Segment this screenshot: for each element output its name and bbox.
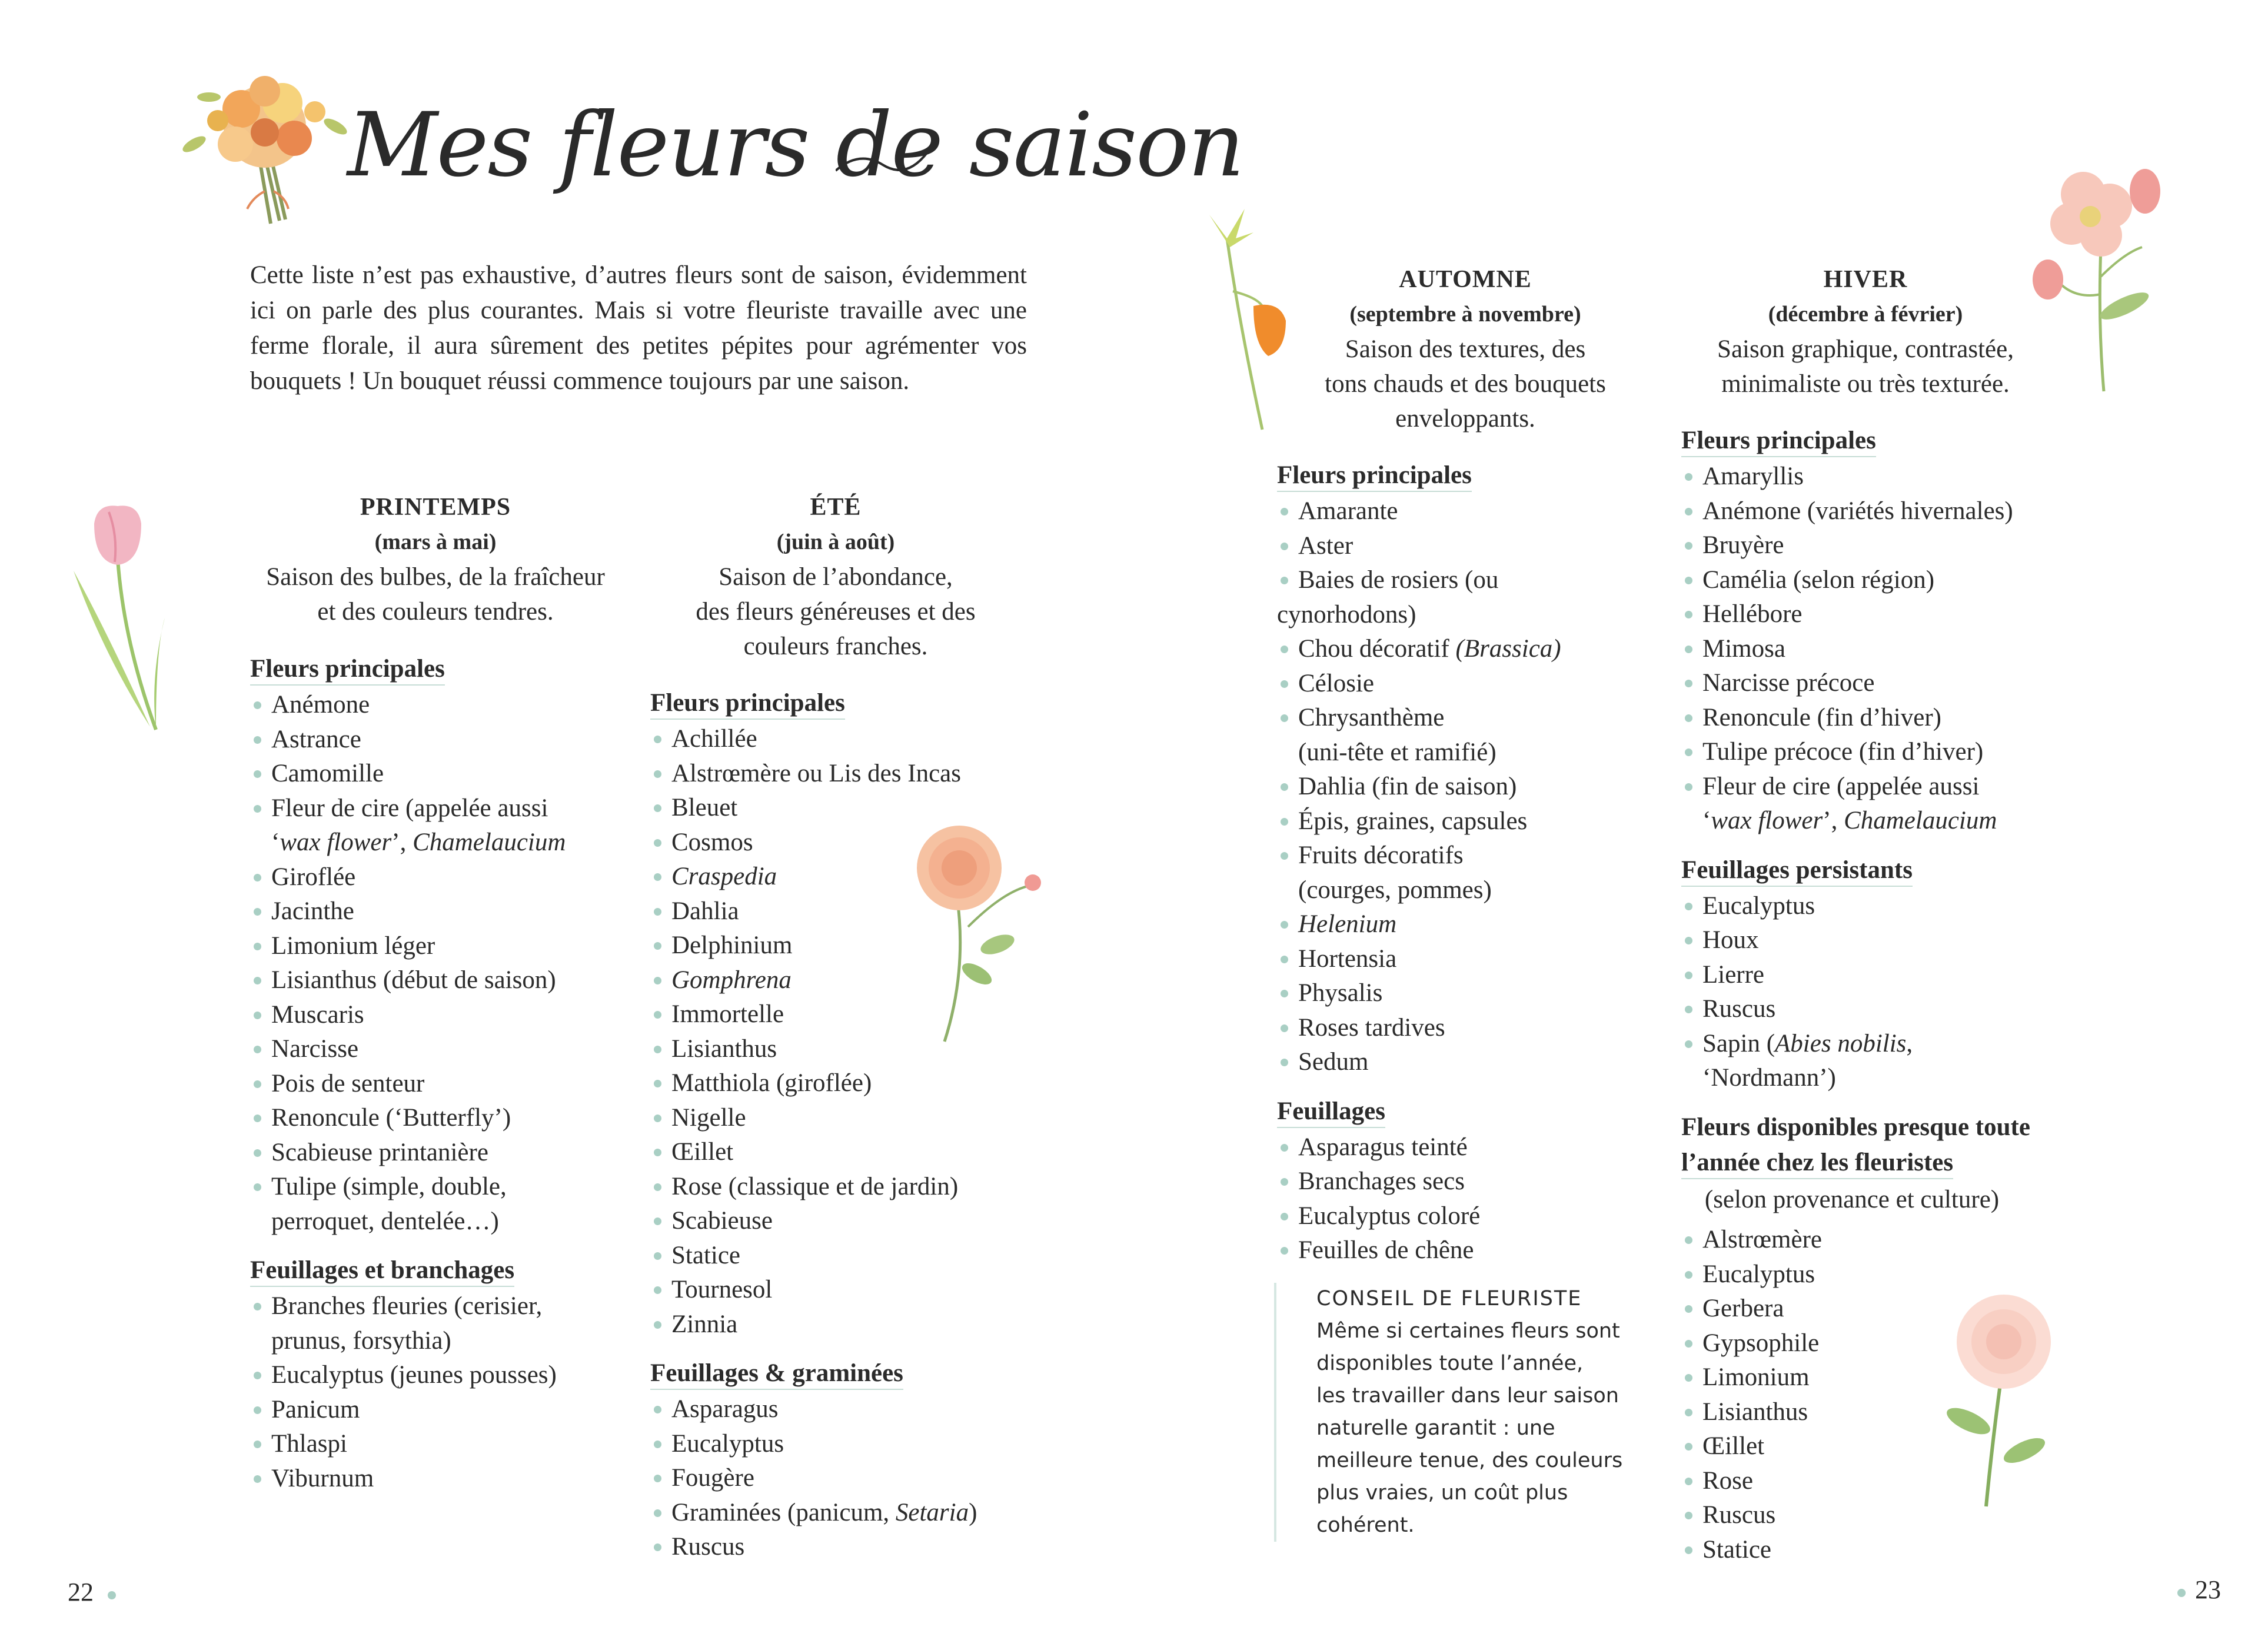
list-item: Pois de senteur [250,1067,633,1102]
section-heading: Fleurs principales [1277,460,1472,492]
list-item: Branches fleuries (cerisier, [250,1289,633,1324]
list-item: Narcisse [250,1032,633,1067]
list-item: Asparagus [650,1392,1033,1427]
list-item: Célosie [1277,667,1660,701]
page-title: Mes fleurs de saison [347,94,1243,197]
season-description: couleurs franches. [743,633,928,660]
list-item: Rose (classique et de jardin) [650,1170,1033,1205]
column-automne [1277,458,1660,1268]
season-header-printemps [250,490,621,629]
list-item: Ruscus [1681,992,2070,1027]
list-item: Alstrœmère [1681,1223,2070,1258]
tip-line: Même si certaines fleurs sont [1316,1319,1620,1343]
list-item: Statice [1681,1533,2070,1568]
list-item: Fougère [650,1461,1033,1496]
section-heading: Feuillages [1277,1096,1385,1128]
list-item: Baies de rosiers (ou [1277,563,1660,598]
section-heading: Fleurs principales [650,688,845,720]
list-item: Feuilles de chêne [1277,1233,1660,1268]
foliage-list [1277,1130,1660,1268]
list-item: Chrysanthème [1277,701,1660,736]
season-header-ete [653,490,1018,664]
list-item: Cosmos [650,826,1033,860]
list-item: Matthiola (giroflée) [650,1066,1033,1101]
list-item: Ruscus [650,1530,1033,1565]
list-item: Thlaspi [250,1427,633,1462]
list-item: Roses tardives [1277,1011,1660,1046]
list-item: Asparagus teinté [1277,1130,1660,1165]
list-item: Gomphrena [650,963,1033,998]
flower-list [1681,460,2070,839]
all-year-list [1681,1223,2070,1567]
page-dot-left [108,1591,116,1599]
list-item: Delphinium [650,929,1033,963]
column-hiver [1681,424,2070,1567]
list-item: Sedum [1277,1045,1660,1080]
tip-line: cohérent. [1316,1513,1415,1537]
list-item: Panicum [250,1393,633,1428]
tip-line: meilleure tenue, des couleurs [1316,1449,1623,1472]
season-description: enveloppants. [1395,405,1535,433]
flower-list [1277,494,1660,1080]
list-item-continuation: ‘Nordmann’) [1702,1064,1836,1092]
title-swash-decoration [836,147,930,182]
list-item: Achillée [650,722,1033,757]
intro-paragraph: Cette liste n’est pas exhaustive, d’autres fleurs sont de saison, évidemment ici on parle des plus courantes. Mais si votre fleuriste travaille avec une ferme florale, il aura sûrement des petites pépites pour agrémenter vos bouquets ! Un bouquet réussi commence toujours par une saison. [250,261,1027,395]
flower-list [250,688,633,1239]
season-name: PRINTEMPS [360,494,511,521]
list-item: Houx [1681,923,2070,958]
season-description: tons chauds et des bouquets [1325,370,1606,398]
list-item: Camomille [250,757,633,791]
season-range: (décembre à février) [1768,302,1963,327]
tip-line: naturelle garantit : une [1316,1416,1555,1440]
tulip-illustration [68,500,168,736]
foliage-list [250,1289,633,1496]
list-item: Ruscus [1681,1498,2070,1533]
list-item: Fleur de cire (appelée aussi [1681,770,2070,804]
section-heading: Fleurs principales [1681,425,1876,457]
list-item: Eucalyptus [1681,889,2070,924]
list-item-continuation: (uni-tête et ramifié) [1298,738,1497,766]
list-item: Rose [1681,1464,2070,1499]
list-item: Immortelle [650,997,1033,1032]
list-item: Hellébore [1681,597,2070,632]
list-item: Amaryllis [1681,460,2070,494]
list-item: Physalis [1277,976,1660,1011]
list-item: Dahlia [650,894,1033,929]
list-item: Muscaris [250,998,633,1033]
list-item: Tulipe (simple, double, [250,1170,633,1205]
season-range: (juin à août) [776,530,895,554]
list-item: Aster [1277,529,1660,564]
page-number-right: 23 [2195,1575,2221,1604]
list-item: Limonium [1681,1360,2070,1395]
list-item: Bleuet [650,791,1033,826]
season-header-automne [1283,262,1648,436]
list-item: Anémone (variétés hivernales) [1681,494,2070,529]
list-item: Eucalyptus [1681,1258,2070,1292]
list-item: Tournesol [650,1273,1033,1308]
list-item: Tulipe précoce (fin d’hiver) [1681,735,2070,770]
season-description: Saison de l’abondance, [719,563,953,591]
section-heading: Fleurs principales [250,654,445,686]
list-item: Renoncule (‘Butterfly’) [250,1101,633,1136]
foliage-list [1681,889,2070,1096]
season-description: des fleurs généreuses et des [696,598,976,626]
list-item-continuation: prunus, forsythia) [271,1326,451,1355]
list-item: Scabieuse printanière [250,1136,633,1170]
list-item: Viburnum [250,1462,633,1496]
list-item-continuation: perroquet, dentelée…) [271,1207,499,1235]
page-number-left: 22 [68,1578,94,1606]
list-item: Statice [650,1239,1033,1273]
season-description: Saison des textures, des [1345,335,1586,363]
list-item: Sapin (Abies nobilis, [1681,1027,2070,1062]
list-item: Narcisse précoce [1681,666,2070,701]
list-item: Lisianthus (début de saison) [250,963,633,998]
page-dot-right [2177,1589,2186,1597]
list-item: Giroflée [250,860,633,895]
list-item: Lisianthus [650,1032,1033,1067]
list-item: Zinnia [650,1308,1033,1342]
list-item: Bruyère [1681,528,2070,563]
list-item: Limonium léger [250,929,633,964]
section-heading: Fleurs disponibles presque toute l’année chez les fleuristes [1681,1110,2030,1180]
list-item: Lierre [1681,958,2070,993]
list-item: Gerbera [1681,1292,2070,1326]
season-name: ÉTÉ [810,494,862,521]
list-item: Renoncule (fin d’hiver) [1681,701,2070,736]
list-item: Fleur de cire (appelée aussi [250,791,633,826]
season-range: (mars à mai) [374,530,497,554]
list-item: Eucalyptus [650,1427,1033,1462]
list-item: Eucalyptus coloré [1277,1199,1660,1234]
list-item: Hortensia [1277,942,1660,977]
column-printemps [250,652,633,1496]
bouquet-illustration [177,56,353,227]
season-description: minimaliste ou très texturée. [1721,370,2010,398]
season-range: (septembre à novembre) [1349,302,1581,327]
list-item: Mimosa [1681,632,2070,667]
section-heading: Feuillages & graminées [650,1358,903,1390]
list-item: Alstrœmère ou Lis des Incas [650,757,1033,791]
tip-line: plus vraies, un coût plus [1316,1481,1568,1505]
list-item: Jacinthe [250,894,633,929]
section-heading: Feuillages et branchages [250,1255,514,1287]
season-description: Saison des bulbes, de la fraîcheur [266,563,605,591]
season-description: Saison graphique, contrastée, [1717,335,2014,363]
list-item-continuation: cynorhodons) [1277,600,1416,628]
season-header-hiver [1683,262,2048,401]
list-item: Anémone [250,688,633,723]
list-item: Lisianthus [1681,1395,2070,1430]
flower-list [650,722,1033,1342]
list-item: Helenium [1277,907,1660,942]
list-item: Graminées (panicum, Setaria) [650,1496,1033,1531]
section-note: (selon provenance et culture) [1704,1185,2000,1213]
list-item: Œillet [650,1135,1033,1170]
list-item: Épis, graines, capsules [1277,804,1660,839]
list-item: Œillet [1681,1429,2070,1464]
tip-line: disponibles toute l’année, [1316,1352,1584,1375]
season-description: et des couleurs tendres. [317,598,554,626]
list-item: Nigelle [650,1101,1033,1136]
tip-line: les travailler dans leur saison [1316,1384,1619,1408]
section-heading: Feuillages persistants [1681,855,1913,887]
list-item-continuation: ‘wax flower’, Chamelaucium [271,829,566,856]
list-item: Craspedia [650,860,1033,894]
list-item: Camélia (selon région) [1681,563,2070,598]
season-name: HIVER [1823,266,1908,293]
list-item: Gypsophile [1681,1326,2070,1361]
list-item: Fruits décoratifs [1277,839,1660,873]
tip-title: CONSEIL DE FLEURISTE [1316,1287,1582,1310]
list-item: Dahlia (fin de saison) [1277,770,1660,804]
list-item: Chou décoratif (Brassica) [1277,632,1660,667]
list-item: Amarante [1277,494,1660,529]
list-item: Branchages secs [1277,1165,1660,1199]
florist-tip-box [1274,1283,1627,1542]
list-item-continuation: ‘wax flower’, Chamelaucium [1702,807,1997,834]
foliage-list [650,1392,1033,1565]
list-item-continuation: (courges, pommes) [1298,876,1492,904]
list-item: Eucalyptus (jeunes pousses) [250,1358,633,1393]
column-ete [650,686,1033,1565]
list-item: Astrance [250,723,633,757]
season-name: AUTOMNE [1399,266,1532,293]
list-item: Scabieuse [650,1204,1033,1239]
